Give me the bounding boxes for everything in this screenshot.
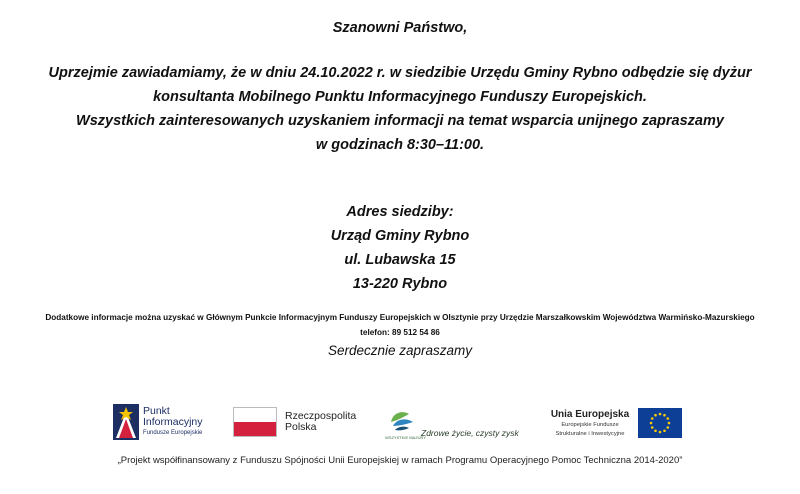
rp-logo-line2: Polska (285, 421, 317, 433)
eu-star-icon (654, 414, 657, 417)
eu-star-icon (650, 422, 653, 425)
eu-star-icon (651, 426, 654, 429)
paragraph-line: konsultanta Mobilnego Punktu Informacyjnego Funduszy Europejskich. (153, 89, 647, 105)
rp-logo (233, 407, 363, 439)
fe-logo-line1: Punkt (143, 405, 170, 417)
eu-star-icon (668, 422, 671, 425)
footer-note: „Projekt współfinansowany z Funduszu Spójności Unii Europejskiej w ramach Programu Operacyjnego Pomoc Techniczna 2014-2020” (117, 455, 683, 466)
address-block (0, 200, 800, 296)
warmia-mazury-logo (385, 408, 525, 442)
leaf-emblem-icon (387, 408, 415, 434)
eu-star-icon (651, 417, 654, 420)
warmia-mazury-slogan: Zdrowe życie, czysty zysk (421, 428, 519, 438)
polish-flag-icon (233, 407, 277, 437)
paragraph-line: w godzinach 8:30–11:00. (315, 137, 485, 153)
address-city: 13-220 Rybno (352, 276, 448, 292)
greeting: Szanowni Państwo, (332, 20, 468, 36)
rp-logo-line1: Rzeczpospolita (285, 410, 357, 422)
eu-logo-line3: Strukturalne i Inwestycyjne (555, 431, 625, 437)
address-heading: Adres siedziby: (346, 204, 454, 220)
eu-star-icon (659, 431, 662, 434)
address-name: Urząd Gminy Rybno (330, 228, 470, 244)
fe-logo-line2: Informacyjny (143, 416, 203, 428)
paragraph-line: Wszystkich zainteresowanych uzyskaniem informacji na temat wsparcia unijnego zapraszamy (76, 113, 724, 129)
fe-logo-line3: Fundusze Europejskie (143, 430, 203, 436)
phone-number: telefon: 89 512 54 86 (360, 328, 440, 337)
fe-logo (113, 403, 223, 441)
paragraph-line: Uprzejmie zawiadamiamy, że w dniu 24.10.2022 r. w siedzibie Urzędu Gminy Rybno odbędzie się dyżur (48, 65, 752, 81)
additional-info: Dodatkowe informacje można uzyskać w Głównym Punkcie Informacyjnym Funduszy Europejskich w Olsztynie przy Urzędzie Marszałkowskim Województwa Warmińsko-Mazurskiego (45, 313, 755, 322)
eu-star-icon (659, 413, 662, 416)
eu-logo-line1: Unia Europejska (550, 409, 630, 420)
eu-star-icon (666, 426, 669, 429)
eu-star-icon (654, 429, 657, 432)
closing-text: Serdecznie zapraszamy (327, 343, 473, 358)
fe-star-icon (113, 404, 139, 440)
announcement-paragraph (0, 61, 800, 157)
eu-flag-icon (638, 408, 682, 438)
eu-star-icon (663, 429, 666, 432)
address-street: ul. Lubawska 15 (344, 252, 456, 268)
warmia-mazury-mini-text: WSZYSTKIE MAZURY (385, 435, 427, 440)
eu-logo (543, 408, 683, 442)
eu-star-icon (666, 417, 669, 420)
eu-star-icon (663, 414, 666, 417)
eu-logo-line2: Europejskie Fundusze (561, 422, 619, 428)
